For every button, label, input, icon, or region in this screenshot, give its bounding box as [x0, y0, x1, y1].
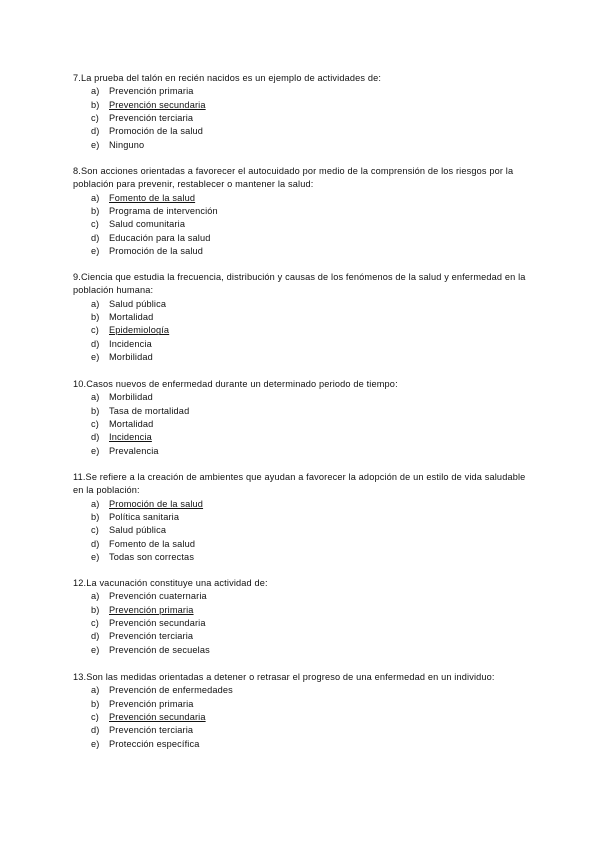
option-a [73, 684, 533, 697]
option-b [73, 405, 533, 418]
option-letter: a) [91, 298, 100, 309]
option-letter: c) [91, 113, 99, 123]
option-d [73, 724, 533, 737]
option-text: Ninguno [109, 139, 145, 150]
option-text: Prevención primaria [109, 86, 194, 97]
option-c [73, 218, 533, 231]
option-text: Morbilidad [109, 352, 153, 362]
option-list [73, 298, 533, 364]
option-d [73, 538, 533, 551]
option-text: Política sanitaria [109, 512, 180, 523]
option-text: Prevención secundaria [109, 618, 206, 628]
option-text-answer: Prevención secundaria [109, 99, 206, 110]
option-text: Tasa de mortalidad [109, 405, 190, 416]
option-e [73, 445, 533, 458]
option-text: Prevención primaria [109, 698, 194, 709]
option-text: Salud pública [109, 525, 167, 536]
option-text: Prevención terciaria [109, 113, 194, 123]
option-letter: d) [91, 126, 100, 137]
option-letter: c) [91, 325, 99, 336]
option-e [73, 644, 533, 657]
option-e [73, 351, 533, 364]
option-letter: b) [91, 698, 100, 709]
option-text: Programa de intervención [109, 206, 218, 217]
question-9 [73, 271, 533, 364]
option-list [73, 391, 533, 457]
option-letter: b) [91, 405, 100, 416]
question-10 [73, 378, 533, 458]
option-letter: b) [91, 312, 100, 323]
option-b [73, 511, 533, 524]
option-d [73, 338, 533, 351]
option-letter: e) [91, 139, 100, 150]
option-letter: c) [91, 219, 99, 230]
option-letter: d) [91, 432, 100, 443]
option-a [73, 192, 533, 205]
question-text: 7.La prueba del talón en recién nacidos es un ejemplo de actividades de: [73, 73, 382, 83]
option-text: Promoción de la salud [109, 126, 204, 137]
option-letter: e) [91, 644, 100, 655]
option-a [73, 85, 533, 98]
option-letter: d) [91, 232, 100, 243]
option-text: Fomento de la salud [109, 538, 196, 549]
option-a [73, 391, 533, 404]
question-text: 12.La vacunación constituye una actividad de: [73, 578, 268, 588]
option-letter: d) [91, 538, 100, 549]
question-7 [73, 72, 533, 152]
question-text: 8.Son acciones orientadas a favorecer el autocuidado por medio de la comprensión de los riesgos por la población para prevenir, restablecer o mantener la salud: [73, 166, 514, 190]
option-list [73, 684, 533, 750]
option-text-answer: Incidencia [109, 432, 152, 443]
option-a [73, 590, 533, 603]
option-letter: a) [91, 86, 100, 97]
option-e [73, 738, 533, 751]
option-text-answer: Prevención secundaria [109, 712, 206, 722]
option-d [73, 630, 533, 643]
option-c [73, 617, 533, 630]
option-letter: b) [91, 512, 100, 523]
option-c [73, 112, 533, 125]
option-text-answer: Epidemiología [109, 325, 170, 336]
option-letter: c) [91, 419, 99, 429]
option-letter: a) [91, 685, 100, 696]
option-list [73, 590, 533, 656]
option-letter: d) [91, 725, 100, 736]
option-text-answer: Promoción de la salud [109, 498, 204, 509]
option-list [73, 498, 533, 564]
option-a [73, 298, 533, 311]
option-c [73, 324, 533, 337]
option-text: Incidencia [109, 338, 152, 349]
question-text: 10.Casos nuevos de enfermedad durante un determinado periodo de tiempo: [73, 379, 398, 389]
option-letter: a) [91, 498, 100, 509]
question-11 [73, 471, 533, 564]
option-e [73, 139, 533, 152]
option-e [73, 551, 533, 564]
option-d [73, 232, 533, 245]
option-text-answer: Prevención primaria [109, 604, 194, 615]
option-text: Prevención cuaternaria [109, 591, 207, 602]
option-b [73, 698, 533, 711]
option-text: Prevención terciaria [109, 725, 194, 736]
option-text: Promoción de la salud [109, 246, 204, 256]
option-e [73, 245, 533, 258]
option-letter: c) [91, 712, 99, 722]
option-list [73, 85, 533, 151]
question-text: 11.Se refiere a la creación de ambientes que ayudan a favorecer la adopción de un estilo de vida saludable en la población: [73, 472, 526, 496]
option-letter: e) [91, 445, 100, 456]
option-text: Protección específica [109, 738, 200, 749]
question-13 [73, 671, 533, 751]
option-b [73, 205, 533, 218]
option-letter: a) [91, 392, 100, 403]
option-letter: b) [91, 604, 100, 615]
option-text: Mortalidad [109, 312, 154, 323]
option-b [73, 604, 533, 617]
option-letter: b) [91, 206, 100, 217]
option-text: Prevención de secuelas [109, 644, 210, 655]
option-c [73, 524, 533, 537]
option-letter: c) [91, 618, 99, 628]
option-text: Todas son correctas [109, 552, 195, 562]
option-letter: b) [91, 99, 100, 110]
option-d [73, 125, 533, 138]
option-text: Salud pública [109, 298, 167, 309]
question-text: 9.Ciencia que estudia la frecuencia, distribución y causas de los fenómenos de la salud y enfermedad en la población humana: [73, 272, 526, 296]
option-letter: a) [91, 591, 100, 602]
option-b [73, 99, 533, 112]
option-letter: a) [91, 192, 100, 203]
option-text: Salud comunitaria [109, 219, 186, 230]
option-letter: e) [91, 552, 100, 562]
option-letter: c) [91, 525, 99, 536]
option-letter: d) [91, 631, 100, 642]
option-text: Prevención de enfermedades [109, 685, 233, 696]
option-text: Prevención terciaria [109, 631, 194, 642]
option-d [73, 431, 533, 444]
option-text: Prevalencia [109, 445, 159, 456]
option-a [73, 498, 533, 511]
option-c [73, 711, 533, 724]
option-list [73, 192, 533, 258]
option-b [73, 311, 533, 324]
question-8 [73, 165, 533, 258]
question-text: 13.Son las medidas orientadas a detener o retrasar el progreso de una enfermedad en un individuo: [73, 672, 495, 682]
option-text: Educación para la salud [109, 232, 211, 243]
option-letter: e) [91, 738, 100, 749]
option-letter: e) [91, 352, 100, 362]
option-letter: e) [91, 246, 100, 256]
option-c [73, 418, 533, 431]
option-text-answer: Fomento de la salud [109, 192, 196, 203]
option-text: Mortalidad [109, 419, 154, 429]
option-letter: d) [91, 338, 100, 349]
option-text: Morbilidad [109, 392, 153, 403]
question-12 [73, 577, 533, 657]
